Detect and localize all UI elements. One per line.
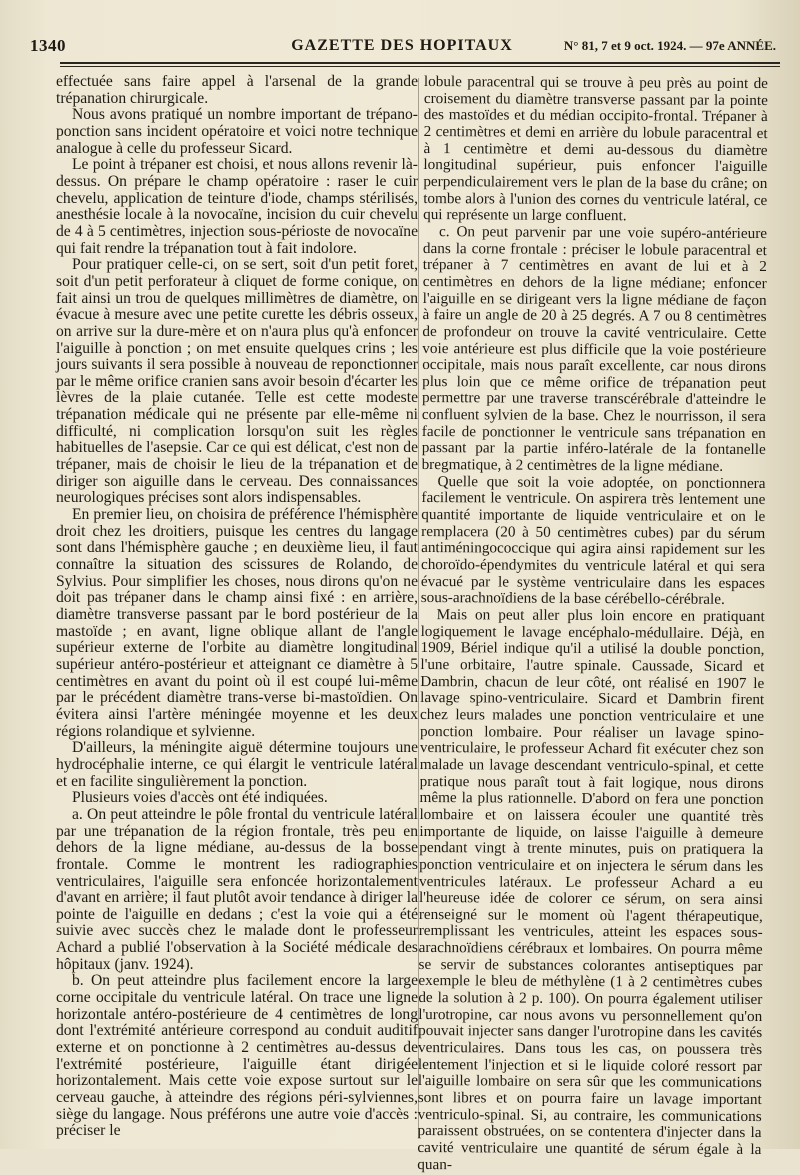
paragraph: effectuée sans faire appel à l'arsenal de la grande trépanation chirurgicale. (56, 73, 418, 107)
paragraph: Plusieurs voies d'accès ont été indiquées. (72, 789, 328, 807)
page-number: 1340 (30, 36, 66, 55)
paragraph: c. On peut parvenir par une voie supéro-antérieure dans la corne frontale : préciser le lobule paracentral et trépaner à 7 centimètres en avant de lui et à 2 centimètres en dehors de la ligne médiane; enfoncer l'aiguille en se dirigeant vers la ligne médiane de façon à faire un angle de 20 à 25 degrés. A 7 ou 8 centimètres de profondeur on trouve la cavité ventriculaire. Cette voie antérieure est plus difficile que la voie postérieure occipitale, mais nous paraît excellente, car nous dirons plus loin que ce même orifice de trépanation peut permettre par une traverse transcérébrale d'atteindre le confluent sylvien de la base. Chez le nourrisson, il sera facile de ponctionner le ventricule sans trépanation en passant par la partie inféro-latérale de la fontanelle bregmatique, à 2 centimètres de la ligne médiane. (421, 223, 768, 475)
paragraph: Nous avons pratiqué un nombre important de trépano-ponction sans incident opératoire et voici notre technique analogue à celle du professeur Sicard. (56, 106, 418, 157)
paragraph: Quelle que soit la voie adoptée, on ponctionnera facilement le ventricule. On aspirera très lentement une quantité importante de liquide ventriculaire et on le remplacera (20 à 50 centimètres cubes) par du sérum antiméningococcique qui agira ainsi rapidement sur les choroïdo-épendymites du ventricule latéral et qui sera évacué par le système ventriculaire dans les espaces sous-arachnoïdiens de la base cérébello-cérébrale. (420, 472, 766, 609)
paragraph: b. On peut atteindre plus facilement encore la large corne occipitale du ventricule latéral. On trace une ligne horizontale antéro-postérieure de 4 centimètres de long dont l'extrémité antérieure correspond au conduit auditif externe et on ponctionne à 2 centimètres au-dessus de l'extrémité postérieure, l'aiguille étant dirigée horizontalement. Mais cette voie expose surtout sur le cerveau gauche, à atteindre des régions péri-sylviennes, siège du langage. Nous préférons une autre voie d'accès : préciser le (56, 972, 418, 1140)
journal-title: GAZETTE DES HOPITAUX (291, 37, 513, 54)
left-column (56, 74, 418, 1140)
paragraph: lobule paracentral qui se trouve à peu près au point de croisement du diamètre transverse passant par la pointe des mastoïdes et du médian occipito-frontal. Trépaner à 2 centimètres et demi en arrière du lobule paracentral et à 1 centimètre et demi au-dessous du diamètre longitudinal supérieur, puis enfoncer l'aiguille perpendiculairement vers le plan de la base du crâne; on tombe alors à l'union des cornes du ventricule latéral, ce qui représente un large confluent. (423, 73, 768, 225)
header-rule-thin (60, 66, 780, 67)
paragraph: a. On peut atteindre le pôle frontal du ventricule latéral par une trépanation de la région frontale, très peu en dehors de la ligne médiane, au-dessus de la bosse frontale. Comme le montrent les radiographies ventriculaires, l'aiguille sera enfoncée horizontalement d'avant en arrière; il faut plutôt avoir tendance à diriger la pointe de l'aiguille en dedans ; c'est la voie qui a été suivie avec succès chez le malade dont le professeur Achard a publié l'observation à la Société médicale des hôpitaux (janv. 1924). (56, 805, 418, 973)
right-column (417, 74, 768, 1175)
paragraph: D'ailleurs, la méningite aiguë détermine toujours une hydrocéphalie interne, ce qui élargit le ventricule latéral et en facilite singulièrement la ponction. (56, 739, 418, 790)
paragraph: Mais on peut aller plus loin encore en pratiquant logiquement le lavage encéphalo-médullaire. Déjà, en 1909, Bériel indique qu'il a utilisé la double ponction, l'une orbitaire, l'autre spinale. Caussade, Sicard et Dambrin, chacun de leur côté, ont réalisé en 1907 le lavage spino-ventriculaire. Sicard et Dambrin firent chez leurs malades une ponction ventriculaire et une ponction lombaire. Pour réaliser un lavage spino-ventriculaire, le professeur Achard fit exécuter chez son malade un lavage descendant ventriculo-spinal, et cette pratique nous paraît tout à fait logique, nous dirons même la plus rationnelle. D'abord on fera une ponction lombaire et on laissera écouler une quantité très importante de liquide, on laisse l'aiguille à demeure pendant vingt à trente minutes, puis on pratiquera la ponction ventriculaire et on injectera le sérum dans les ventricules latéraux. Le professeur Achard a eu l'heureuse idée de colorer ce sérum, on sera ainsi renseigné sur le moment où l'agent thérapeutique, remplissant les ventricules, atteint les espaces sous-arachnoïdiens cérébraux et lombaires. On pourra même se servir de substances colorantes antiseptiques par exemple le bleu de méthylène (1 à 2 centimètres cubes de la solution à 2 p. 100). On pourra également utiliser l'urotropine, car nous avons vu personnellement qu'on pouvait injecter sans danger l'urotropine dans les cavités ventriculaires. Dans tous les cas, on poussera très lentement l'injection et si le liquide coloré ressort par l'aiguille lombaire on sera sûr que les communications sont libres et on pourra faire un lavage important ventriculo-spinal. Si, au contraire, les communications paraissent obstruées, on se contentera d'injecter dans la cavité ventriculaire une quantité de sérum égale à la quan- (417, 606, 765, 1173)
paragraph: Le point à trépaner est choisi, et nous allons revenir là-dessus. On prépare le champ opératoire : raser le cuir chevelu, application de teinture d'iode, champs stérilisés, anesthésie locale à la novocaïne, incision du cuir chevelu de 4 à 5 centimètres, injection sous-périoste de novocaïne qui fait rendre la trépanation tout à fait indolore. (56, 156, 418, 257)
paragraph: Pour pratiquer celle-ci, on se sert, soit d'un petit foret, soit d'un petit perforateur à cliquet de forme conique, on fait ainsi un trou de quelques millimètres de diamètre, on évacue à mesure avec une petite curette les débris osseux, on arrive sur la dure-mère et on n'aura plus qu'à enfoncer l'aiguille à ponction ; on met ensuite quelques crins ; les jours suivants il sera possible à nouveau de reponctionner par le même orifice cranien sans avoir besoin d'écarter les lèvres de la plaie cutanée. Telle est cette modeste trépanation médicale qui ne présente par elle-même ni difficulté, ni complication lorsqu'on suit les règles habituelles de l'asepsie. Car ce qui est délicat, c'est non de trépaner, mais de choisir le lieu de la trépanation et de diriger son aiguille dans le cerveau. Des connaissances neurologiques précises sont alors indispensables. (56, 256, 418, 507)
header-rule (60, 62, 780, 64)
issue-info: N° 81, 7 et 9 oct. 1924. — 97e ANNÉE. (563, 38, 776, 53)
paragraph: En premier lieu, on choisira de préférence l'hémisphère droit chez les droitiers, puisque les centres du langage sont dans l'hémisphère gauche ; en deuxième lieu, il faut connaître la situation des scissures de Rolando, de Sylvius. Pour simplifier les choses, nous dirons qu'on ne doit pas trépaner dans le champ ainsi fixé : en arrière, diamètre transverse passant par le bord postérieur de la mastoïde ; en avant, ligne oblique allant de l'angle supérieur externe de l'orbite au diamètre longitudinal supérieur antéro-postérieur et atteignant ce diamètre à 5 centimètres en avant du point où il est coupé lui-même par le précédent diamètre trans-verse bi-mastoïdien. On évitera ainsi l'artère méningée moyenne et les deux régions rolandique et sylvienne. (56, 506, 418, 740)
page-header (28, 30, 776, 60)
